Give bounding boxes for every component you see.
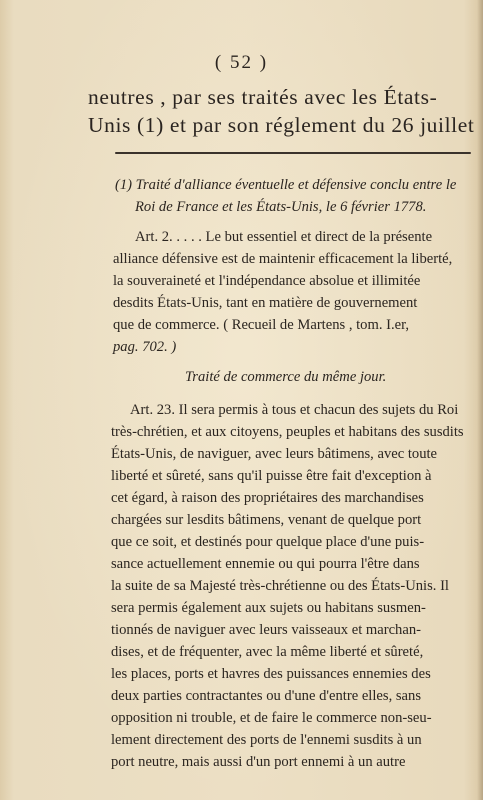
article-23-line: opposition ni trouble, et de faire le commerce non-seu-: [111, 710, 432, 726]
article-23-line: deux parties contractantes ou d'une d'entre elles, sans: [111, 688, 421, 704]
footnote-separator-rule: [115, 152, 471, 154]
article-23-line: liberté et sûreté, sans qu'il puisse être fait d'exception à: [111, 468, 432, 484]
article-2-line: desdits États-Unis, tant en matière de gouvernement: [113, 295, 418, 311]
article-2-line: la souveraineté et l'indépendance absolue et illimitée: [113, 273, 421, 289]
article-23-line: cet égard, à raison des propriétaires des marchandises: [111, 490, 424, 506]
main-text-line: Unis (1) et par son réglement du 26 juillet: [88, 113, 475, 137]
article-23-line: les places, ports et havres des puissances ennemies des: [111, 666, 431, 682]
page-number: ( 52 ): [214, 52, 269, 73]
article-23-line: dises, et de fréquenter, avec la même liberté et sûreté,: [111, 644, 424, 660]
article-23-line: sera permis également aux sujets ou habitans susmen-: [111, 600, 426, 616]
article-2-line: Art. 2. . . . . Le but essentiel et direct de la présente: [135, 229, 433, 245]
footnote-heading-line: Roi de France et les États-Unis, le 6 février 1778.: [135, 199, 427, 215]
article-23-line: Art. 23. Il sera permis à tous et chacun des sujets du Roi: [130, 402, 459, 418]
footnote-heading-line: (1) Traité d'alliance éventuelle et défensive conclu entre le: [115, 177, 457, 193]
article-2-line: alliance défensive est de maintenir efficacement la liberté,: [113, 251, 453, 267]
article-23-line: la suite de sa Majesté très-chrétienne ou des États-Unis. Il: [111, 578, 449, 594]
article-23-line: États-Unis, de naviguer, avec leurs bâtimens, avec toute: [111, 446, 438, 462]
footnote-subheading: Traité de commerce du même jour.: [185, 369, 387, 385]
article-23-line: sance actuellement ennemie ou qui pourra l'être dans: [111, 556, 420, 572]
article-23-line: très-chrétien, et aux citoyens, peuples et habitans des susdits: [111, 424, 464, 440]
page-binding-edge: [477, 0, 483, 800]
article-23-line: que ce soit, et destinés pour quelque place d'une puis-: [111, 534, 425, 550]
article-2-line: pag. 702. ): [113, 339, 177, 355]
article-23-line: lement directement des ports de l'ennemi susdits à un: [111, 732, 422, 748]
article-2-line: que de commerce. ( Recueil de Martens , tom. I.er,: [113, 317, 410, 333]
article-23-line: tionnés de naviguer avec leurs vaisseaux et marchan-: [111, 622, 421, 638]
main-text-line: neutres , par ses traités avec les États-: [88, 85, 438, 109]
article-23-line: port neutre, mais aussi d'un port ennemi à un autre: [111, 754, 406, 770]
article-23-line: chargées sur lesdits bâtimens, venant de quelque port: [111, 512, 422, 528]
